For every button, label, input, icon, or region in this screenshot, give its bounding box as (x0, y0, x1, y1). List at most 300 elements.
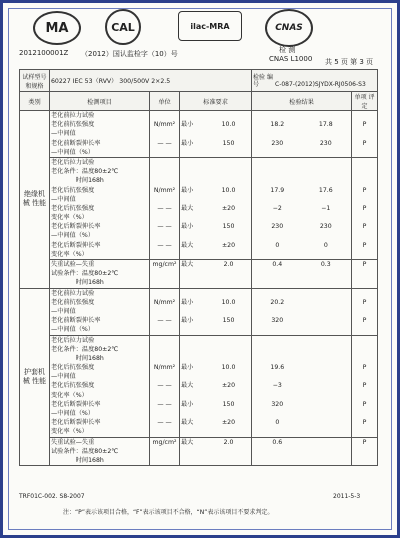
test-row (20, 157, 378, 259)
result-value-1: 0 (275, 241, 280, 249)
result-line (253, 336, 350, 345)
result-value-2: 17.6 (318, 186, 333, 194)
test-item-line: 老化后断裂伸长率 (51, 241, 101, 249)
standard-line (181, 213, 250, 222)
verdict-line (353, 213, 376, 222)
test-item-cell (50, 260, 150, 289)
unit-line: N/mm² (153, 186, 176, 194)
limit-value (207, 167, 250, 176)
unit-line (151, 409, 178, 418)
col-header-item: 检测项目 (50, 92, 150, 111)
result-value-2: 17.8 (318, 121, 333, 129)
standard-line (181, 176, 250, 185)
test-item-line: 老化后抗张强度 (51, 382, 95, 390)
test-item-cell (50, 111, 150, 158)
limit-value: ±20 (221, 204, 236, 212)
test-item-cell (50, 157, 150, 259)
unit-line (151, 456, 178, 465)
verdict-line: P (362, 204, 367, 212)
test-row (20, 437, 378, 466)
result-line (253, 148, 350, 157)
unit-line (151, 129, 178, 138)
unit-line: N/mm² (153, 121, 176, 129)
limit-value: ±20 (221, 241, 236, 249)
result-value-1: 230 (271, 223, 284, 231)
limit-word (181, 456, 207, 465)
test-item-line: 老化后断裂伸长率 (51, 400, 101, 408)
limit-value (207, 336, 250, 345)
limit-word: 最小 (181, 317, 194, 325)
result-value-1 (253, 195, 302, 204)
verdict-line (353, 372, 376, 381)
limit-word (181, 447, 207, 456)
standard-line (181, 447, 250, 456)
result-line (253, 381, 350, 390)
result-line (253, 213, 350, 222)
result-value-2 (302, 278, 351, 287)
sample-label: 试样型号 和规格 (20, 70, 50, 92)
limit-value (207, 111, 250, 120)
limit-word (181, 148, 207, 157)
standard-line (181, 381, 250, 390)
result-value-1 (253, 278, 302, 287)
result-line (253, 456, 350, 465)
test-item-line: 时间168h (51, 279, 104, 287)
result-value-2 (302, 409, 351, 418)
standard-line (181, 316, 250, 325)
unit-line (151, 111, 178, 120)
category-cell: 护套机械 性能 (20, 288, 50, 466)
cnas-number: CNAS L1000 (269, 55, 313, 63)
logo-bar (3, 7, 397, 47)
verdict-cell (352, 335, 378, 437)
limit-value: ±20 (221, 382, 236, 390)
limit-word (181, 129, 207, 138)
result-value-1: 0 (275, 419, 280, 427)
limit-value (207, 391, 250, 400)
limit-word: 最小 (181, 121, 194, 129)
ilac-mra-logo-icon: ilac-MRA (178, 11, 242, 41)
limit-word: 最大 (181, 261, 194, 268)
unit-line (151, 195, 178, 204)
result-line (253, 195, 350, 204)
result-value-1: −3 (272, 382, 282, 390)
approval-number: （2012）国认监检字（10）号 (81, 50, 178, 58)
result-value-2: 230 (319, 139, 332, 147)
unit-line (151, 391, 178, 400)
result-line (253, 447, 350, 456)
limit-value (207, 129, 250, 138)
result-value-2 (302, 438, 351, 447)
standard-cell (180, 260, 252, 289)
result-value-2 (302, 307, 351, 316)
unit-line (151, 307, 178, 316)
result-line (253, 345, 350, 354)
test-item-line: 失重试验—失重 (51, 261, 95, 268)
limit-value: 2.0 (223, 438, 234, 446)
verdict-line: P (362, 364, 367, 372)
standard-line (181, 167, 250, 176)
limit-value: 10.0 (221, 121, 236, 129)
limit-word (181, 307, 207, 316)
unit-cell (150, 111, 180, 158)
test-row (20, 335, 378, 437)
unit-line (151, 213, 178, 222)
result-cell (252, 260, 352, 289)
limit-value (207, 269, 250, 278)
unit-cell (150, 335, 180, 437)
result-value-2 (302, 354, 351, 363)
standard-line (181, 427, 250, 436)
result-value-1 (253, 345, 302, 354)
verdict-line (353, 289, 376, 298)
test-item-line: —中间值 (51, 195, 76, 203)
result-value-1: 20.2 (270, 298, 285, 306)
standard-line (181, 336, 250, 345)
limit-word (181, 289, 207, 298)
result-line (253, 325, 350, 334)
limit-value (207, 289, 250, 298)
verdict-line (353, 231, 376, 240)
standard-line (181, 400, 250, 409)
limit-value (207, 447, 250, 456)
standard-line (181, 120, 250, 129)
verdict-line (353, 447, 376, 456)
result-value-1 (253, 456, 302, 465)
result-value-1 (253, 167, 302, 176)
standard-line (181, 278, 250, 287)
unit-line (151, 250, 178, 259)
test-row (20, 111, 378, 158)
test-item-line: 老化后拉力试验 (51, 158, 95, 166)
limit-value: ±20 (221, 419, 236, 427)
test-item-line: 老化条件：温度80±2℃ (51, 345, 119, 353)
result-value-2 (302, 316, 351, 325)
verdict-line: P (362, 121, 367, 129)
result-line (253, 400, 350, 409)
cma-logo-icon: MA (33, 11, 81, 45)
result-line (253, 418, 350, 427)
verdict-line (353, 427, 376, 436)
standard-line (181, 418, 250, 427)
test-item-line: 时间168h (51, 456, 104, 464)
limit-value (207, 456, 250, 465)
result-line (253, 204, 350, 213)
test-item-line: —中间值 (51, 373, 76, 381)
result-value-1: −2 (272, 204, 282, 212)
form-number: TRF01C-002. S8-2007 (19, 493, 85, 500)
unit-line: — — (157, 241, 172, 249)
limit-word (181, 213, 207, 222)
unit-cell (150, 260, 180, 289)
standard-line (181, 148, 250, 157)
result-value-2 (302, 325, 351, 334)
limit-value: 150 (222, 400, 235, 408)
result-line (253, 307, 350, 316)
limit-word: 最小 (181, 223, 194, 231)
unit-line: — — (157, 139, 172, 147)
test-item-line: —中间值（%） (51, 148, 95, 156)
limit-value (207, 427, 250, 436)
result-value-1 (253, 213, 302, 222)
result-value-1 (253, 307, 302, 316)
standard-line (181, 325, 250, 334)
limit-word (181, 345, 207, 354)
result-line (253, 129, 350, 138)
verdict-line (353, 129, 376, 138)
standard-line (181, 111, 250, 120)
result-line (253, 176, 350, 185)
col-header-standard: 标准要求 (180, 92, 252, 111)
limit-word (181, 354, 207, 363)
result-line (253, 260, 350, 269)
result-value-2: −1 (321, 204, 331, 212)
unit-line (151, 336, 178, 345)
verdict-line (353, 345, 376, 354)
unit-cell (150, 157, 180, 259)
standard-line (181, 231, 250, 240)
result-value-2 (302, 129, 351, 138)
test-item-cell (50, 437, 150, 466)
result-line (253, 241, 350, 250)
result-value-1 (253, 289, 302, 298)
standard-line (181, 222, 250, 231)
result-value-1: 0.6 (272, 438, 283, 446)
unit-line: mg/cm² (152, 261, 177, 268)
standard-line (181, 307, 250, 316)
result-cell (252, 335, 352, 437)
unit-line (151, 278, 178, 287)
limit-word (181, 111, 207, 120)
verdict-cell (352, 437, 378, 466)
standard-line (181, 289, 250, 298)
result-line (253, 438, 350, 447)
result-value-2 (302, 250, 351, 259)
result-value-1: 230 (271, 139, 284, 147)
unit-line (151, 372, 178, 381)
test-item-line: 老化后抗张强度 (51, 364, 95, 372)
limit-word: 最大 (181, 438, 194, 446)
limit-word (181, 176, 207, 185)
issue-date: 2011-5-3 (333, 493, 361, 500)
limit-word (181, 391, 207, 400)
result-value-2 (302, 158, 351, 167)
limit-value: 10.0 (221, 364, 236, 372)
test-item-line: 老化条件：温度80±2℃ (51, 168, 119, 176)
result-value-1: 18.2 (270, 121, 285, 129)
standard-line (181, 204, 250, 213)
limit-value (207, 148, 250, 157)
unit-line: N/mm² (153, 364, 176, 372)
result-value-2 (302, 176, 351, 185)
result-value-2 (302, 195, 351, 204)
result-value-1 (253, 250, 302, 259)
result-line (253, 363, 350, 372)
result-line (253, 250, 350, 259)
result-value-2 (302, 427, 351, 436)
verdict-cell (352, 260, 378, 289)
limit-value (207, 325, 250, 334)
result-line (253, 139, 350, 148)
test-item-line: 老化前断裂伸长率 (51, 317, 101, 325)
verdict-cell (352, 288, 378, 335)
result-value-2 (302, 381, 351, 390)
standard-line (181, 158, 250, 167)
result-value-1: 0.4 (272, 261, 283, 268)
test-item-line: 变化率（%） (51, 428, 88, 436)
standard-cell (180, 111, 252, 158)
result-line (253, 391, 350, 400)
limit-word (181, 278, 207, 287)
result-line (253, 316, 350, 325)
test-item-line: 老化后抗张强度 (51, 204, 95, 212)
limit-word: 最大 (181, 382, 194, 390)
col-header-unit: 单位 (150, 92, 180, 111)
result-value-2: 230 (319, 223, 332, 231)
verdict-cell (352, 157, 378, 259)
result-line (253, 409, 350, 418)
result-line (253, 158, 350, 167)
result-value-2 (302, 400, 351, 409)
result-value-1 (253, 427, 302, 436)
verdict-line (353, 176, 376, 185)
result-value-2 (302, 391, 351, 400)
result-line (253, 186, 350, 195)
result-value-1 (253, 269, 302, 278)
test-item-line: 老化前断裂伸长率 (51, 139, 101, 147)
result-value-1 (253, 447, 302, 456)
result-line (253, 231, 350, 240)
result-line (253, 289, 350, 298)
limit-word (181, 372, 207, 381)
test-item-line: 老化前抗张强度 (51, 298, 95, 306)
test-item-line: 老化后抗张强度 (51, 186, 95, 194)
result-value-2 (302, 213, 351, 222)
verdict-line (353, 158, 376, 167)
result-line (253, 278, 350, 287)
result-value-2 (302, 231, 351, 240)
verdict-line: P (362, 382, 367, 390)
standard-line (181, 363, 250, 372)
sample-row (20, 70, 378, 92)
limit-value: 10.0 (221, 298, 236, 306)
standard-cell (180, 157, 252, 259)
test-item-line: 时间168h (51, 354, 104, 362)
test-item-line: 老化前抗张强度 (51, 121, 95, 129)
verdict-line (353, 167, 376, 176)
verdict-line (353, 409, 376, 418)
result-value-2: 0.3 (320, 261, 331, 268)
verdict-line: P (362, 241, 367, 249)
limit-word: 最小 (181, 364, 194, 372)
result-value-1 (253, 354, 302, 363)
limit-value (207, 158, 250, 167)
standard-line (181, 269, 250, 278)
lab-label: 检 测 (279, 46, 296, 54)
standard-line (181, 139, 250, 148)
limit-word (181, 409, 207, 418)
unit-line: — — (157, 382, 172, 390)
test-item-line: 老化后断裂伸长率 (51, 419, 101, 427)
limit-word (181, 158, 207, 167)
column-header-row (20, 92, 378, 111)
verdict-line (353, 278, 376, 287)
limit-word: 最小 (181, 139, 194, 147)
unit-line: — — (157, 317, 172, 325)
test-item-line: 老化前拉力试验 (51, 289, 95, 297)
limit-word: 最小 (181, 400, 194, 408)
limit-value (207, 213, 250, 222)
unit-line (151, 325, 178, 334)
result-cell (252, 157, 352, 259)
unit-line (151, 231, 178, 240)
standard-line (181, 438, 250, 447)
verdict-line: P (362, 298, 367, 306)
verdict-line: P (362, 419, 367, 427)
result-line (253, 427, 350, 436)
test-item-line: —中间值（%） (51, 326, 95, 334)
result-cell (252, 437, 352, 466)
result-value-1: 17.9 (270, 186, 285, 194)
result-value-2 (302, 345, 351, 354)
unit-line (151, 269, 178, 278)
result-line (253, 222, 350, 231)
result-line (253, 269, 350, 278)
unit-line (151, 158, 178, 167)
report-label: 检验 编号 (253, 73, 273, 88)
result-value-2 (302, 336, 351, 345)
verdict-line (353, 456, 376, 465)
result-value-2: 0 (323, 241, 328, 249)
limit-value (207, 231, 250, 240)
results-table (19, 69, 378, 466)
verdict-line: P (362, 186, 367, 194)
limit-value (207, 250, 250, 259)
result-value-2 (302, 298, 351, 307)
result-value-1: 320 (271, 317, 284, 325)
test-row (20, 260, 378, 289)
limit-value (207, 372, 250, 381)
result-value-1: 320 (271, 400, 284, 408)
limit-word: 最小 (181, 298, 194, 306)
result-value-2 (302, 111, 351, 120)
test-item-line: 时间168h (51, 177, 104, 185)
standard-line (181, 260, 250, 269)
verdict-line (353, 325, 376, 334)
result-value-1 (253, 129, 302, 138)
verdict-line (353, 354, 376, 363)
standard-line (181, 409, 250, 418)
test-item-line: 失重试验—失重 (51, 438, 95, 446)
result-value-2 (302, 363, 351, 372)
standard-line (181, 129, 250, 138)
result-value-1 (253, 176, 302, 185)
unit-line (151, 354, 178, 363)
standard-line (181, 250, 250, 259)
unit-line (151, 167, 178, 176)
result-value-1 (253, 231, 302, 240)
col-header-result: 检验结果 (252, 92, 352, 111)
category-cell: 绝缘机械 性能 (20, 111, 50, 289)
test-item-line: 变化率（%） (51, 250, 88, 258)
test-item-line: 老化后拉力试验 (51, 336, 95, 344)
test-item-line: —中间值（%） (51, 410, 95, 417)
standard-line (181, 372, 250, 381)
verdict-line (353, 391, 376, 400)
report-number: C-087-(2012)SJYDX-RJ0506-S3 (275, 80, 366, 88)
result-value-1 (253, 158, 302, 167)
result-value-2 (302, 418, 351, 427)
